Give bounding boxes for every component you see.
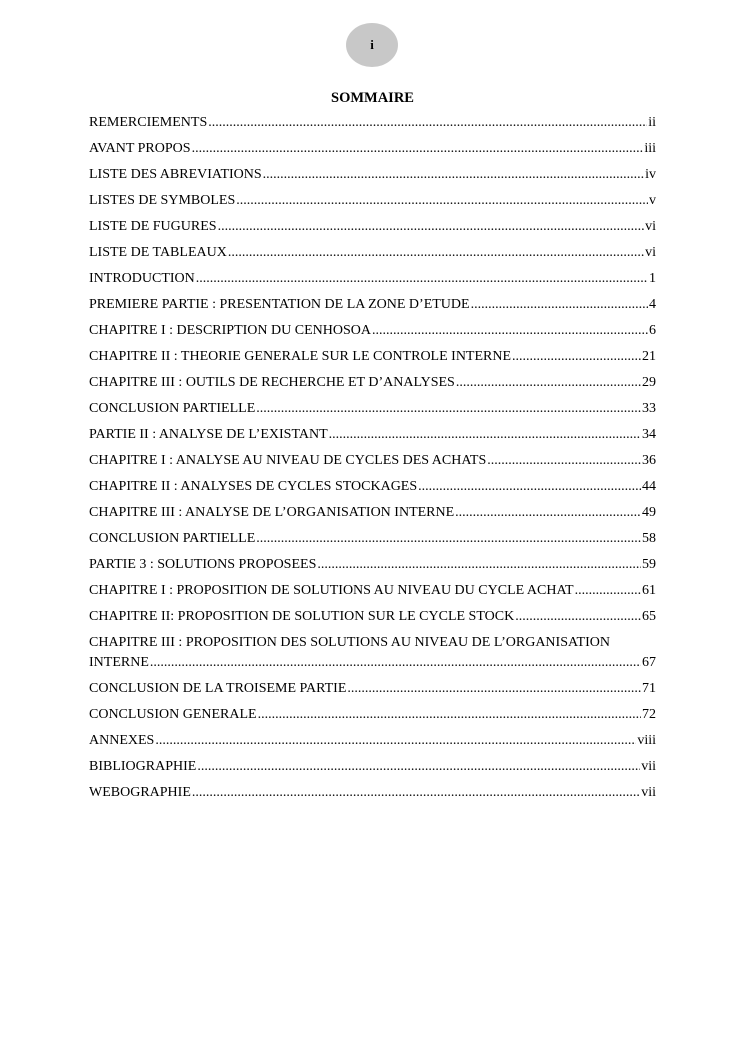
dot-leader (575, 581, 641, 601)
toc-entry-label: CHAPITRE II : ANALYSES DE CYCLES STOCKAGES (89, 479, 418, 494)
toc-entry-label: LISTE DE TABLEAUX (89, 245, 227, 260)
toc-entry-row (89, 607, 656, 627)
dot-leader (515, 607, 641, 627)
toc-entry-label: INTERNE (89, 655, 149, 670)
toc-entry-row (89, 451, 656, 471)
dot-leader (256, 399, 641, 419)
dot-leader (258, 705, 641, 725)
toc-entry-label: CHAPITRE III : OUTILS DE RECHERCHE ET D’ANALYSES (89, 375, 455, 390)
toc-entry-row (89, 731, 656, 751)
toc-entry[interactable] (89, 113, 656, 133)
dot-leader (196, 269, 648, 289)
toc-entry-label: INTRODUCTION (89, 271, 195, 286)
toc-entry[interactable] (89, 633, 656, 673)
toc-entry-page-number: 34 (642, 427, 656, 442)
toc-entry[interactable] (89, 321, 656, 341)
toc-entry-label: BIBLIOGRAPHIE (89, 759, 197, 774)
toc-entry-page-number: 58 (642, 531, 656, 546)
toc-entry-label: PARTIE 3 : SOLUTIONS PROPOSEES (89, 557, 317, 572)
toc-entry[interactable] (89, 139, 656, 159)
toc-entry-row (89, 757, 656, 777)
toc-entry[interactable] (89, 295, 656, 315)
dot-leader (329, 425, 641, 445)
toc-entry-page-number: 71 (642, 681, 656, 696)
toc-entry-row (89, 347, 656, 367)
toc-entry-label: CHAPITRE II: PROPOSITION DE SOLUTION SUR LE CYCLE STOCK (89, 609, 515, 624)
toc-entry[interactable] (89, 607, 656, 627)
toc-entry-page-number: 36 (642, 453, 656, 468)
toc-entry-page-number: 59 (642, 557, 656, 572)
dot-leader (256, 529, 641, 549)
toc-entry-label-line1: CHAPITRE III : PROPOSITION DES SOLUTIONS AU NIVEAU DE L’ORGANISATION (89, 635, 610, 650)
toc-entry[interactable] (89, 217, 656, 237)
toc-entry-page-number: 67 (642, 655, 656, 670)
dot-leader (192, 139, 644, 159)
toc-entry-row (89, 425, 656, 445)
toc-entry-row (89, 165, 656, 185)
toc-entry[interactable] (89, 581, 656, 601)
toc-entry-row (89, 529, 656, 549)
toc-entry-label: LISTES DE SYMBOLES (89, 193, 236, 208)
toc-entry-row (89, 191, 656, 211)
toc-entry-label: WEBOGRAPHIE (89, 785, 191, 800)
toc-entry-row (89, 477, 656, 497)
toc-entry-page-number: vii (641, 785, 656, 800)
toc-entry[interactable] (89, 269, 656, 289)
toc-entry-row (89, 321, 656, 341)
toc-entry-page-number: vi (645, 245, 656, 260)
dot-leader (155, 731, 636, 751)
toc-entry[interactable] (89, 451, 656, 471)
toc-entry-row (89, 295, 656, 315)
toc-entry-row (89, 679, 656, 699)
toc-entry-label: LISTE DE FUGURES (89, 219, 217, 234)
dot-leader (208, 113, 647, 133)
toc-entry[interactable] (89, 373, 656, 393)
toc-entry-label: AVANT PROPOS (89, 141, 191, 156)
toc-entry-label: CHAPITRE I : DESCRIPTION DU CENHOSOA (89, 323, 371, 338)
toc-entry-page-number: 49 (642, 505, 656, 520)
toc-entry[interactable] (89, 503, 656, 523)
toc-entry-label: ANNEXES (89, 733, 155, 748)
toc-entry-label: CHAPITRE III : ANALYSE DE L’ORGANISATION INTERNE (89, 505, 455, 520)
toc-entry-page-number: iii (644, 141, 656, 156)
toc-entry[interactable] (89, 425, 656, 445)
page-number-badge (346, 23, 398, 67)
toc-entry[interactable] (89, 243, 656, 263)
toc-entry-page-number: 1 (649, 271, 656, 286)
toc-entry-label: CONCLUSION DE LA TROISEME PARTIE (89, 681, 347, 696)
toc-entry-label: CHAPITRE I : ANALYSE AU NIVEAU DE CYCLES DES ACHATS (89, 453, 487, 468)
dot-leader (455, 503, 641, 523)
dot-leader (418, 477, 641, 497)
toc-entry-page-number: 6 (649, 323, 656, 338)
toc-entry-page-number: 61 (642, 583, 656, 598)
toc-entry-label: PREMIERE PARTIE : PRESENTATION DE LA ZONE D’ETUDE (89, 297, 470, 312)
toc-entry[interactable] (89, 731, 656, 751)
toc-entry[interactable] (89, 477, 656, 497)
toc-entry-label: CONCLUSION PARTIELLE (89, 531, 256, 546)
toc-entry-page-number: 65 (642, 609, 656, 624)
toc-title: SOMMAIRE (331, 90, 414, 106)
toc-entry-row (89, 783, 656, 803)
toc-entry-page-number: vi (645, 219, 656, 234)
toc-entry-label: REMERCIEMENTS (89, 115, 208, 130)
dot-leader (456, 373, 641, 393)
toc-entry-label: LISTE DES ABREVIATIONS (89, 167, 262, 182)
toc-entry-row (89, 555, 656, 575)
toc-entry-row (89, 139, 656, 159)
toc-entry[interactable] (89, 555, 656, 575)
toc-entry-row (89, 113, 656, 133)
toc-entry-page-number: viii (637, 733, 656, 748)
toc-entry-row (89, 503, 656, 523)
toc-entry-label: CONCLUSION PARTIELLE (89, 401, 256, 416)
dot-leader (236, 191, 648, 211)
dot-leader (218, 217, 645, 237)
toc-entry-page-number: 44 (642, 479, 656, 494)
toc-entry-row (89, 399, 656, 419)
toc-entry[interactable] (89, 191, 656, 211)
dot-leader (228, 243, 644, 263)
toc-entry-row (89, 373, 656, 393)
dot-leader (317, 555, 641, 575)
toc-entry[interactable] (89, 347, 656, 367)
dot-leader (372, 321, 648, 341)
toc-entry-page-number: v (649, 193, 656, 208)
toc-entry-page-number: iv (645, 167, 656, 182)
toc-entry-row (89, 217, 656, 237)
toc-entry[interactable] (89, 399, 656, 419)
dot-leader (192, 783, 640, 803)
toc-entry[interactable] (89, 165, 656, 185)
toc-entry-page-number: 33 (642, 401, 656, 416)
toc-entry[interactable] (89, 529, 656, 549)
toc-entry-label: CHAPITRE I : PROPOSITION DE SOLUTIONS AU NIVEAU DU CYCLE ACHAT (89, 583, 574, 598)
toc-entry[interactable] (89, 757, 656, 777)
toc-entry-label: CONCLUSION GENERALE (89, 707, 257, 722)
toc-entry-page-number: 72 (642, 707, 656, 722)
toc-entry-row (89, 653, 656, 673)
dot-leader (150, 653, 641, 673)
toc-entry[interactable] (89, 705, 656, 725)
toc-entry-row (89, 269, 656, 289)
toc-entry[interactable] (89, 679, 656, 699)
dot-leader (471, 295, 648, 315)
toc-entry-label: CHAPITRE II : THEORIE GENERALE SUR LE CONTROLE INTERNE (89, 349, 512, 364)
page-number: i (370, 37, 374, 52)
toc-entry-page-number: 29 (642, 375, 656, 390)
toc-entry-page-number: 4 (649, 297, 656, 312)
toc-entry-label: PARTIE II : ANALYSE DE L’EXISTANT (89, 427, 328, 442)
table-of-contents (89, 113, 656, 809)
toc-entry[interactable] (89, 783, 656, 803)
toc-entry-page-number: ii (648, 115, 656, 130)
dot-leader (487, 451, 641, 471)
toc-entry-page-number: vii (641, 759, 656, 774)
dot-leader (263, 165, 644, 185)
dot-leader (512, 347, 641, 367)
toc-entry-row (89, 581, 656, 601)
dot-leader (197, 757, 640, 777)
dot-leader (347, 679, 641, 699)
toc-entry-page-number: 21 (642, 349, 656, 364)
toc-entry-row (89, 705, 656, 725)
toc-entry-row (89, 243, 656, 263)
